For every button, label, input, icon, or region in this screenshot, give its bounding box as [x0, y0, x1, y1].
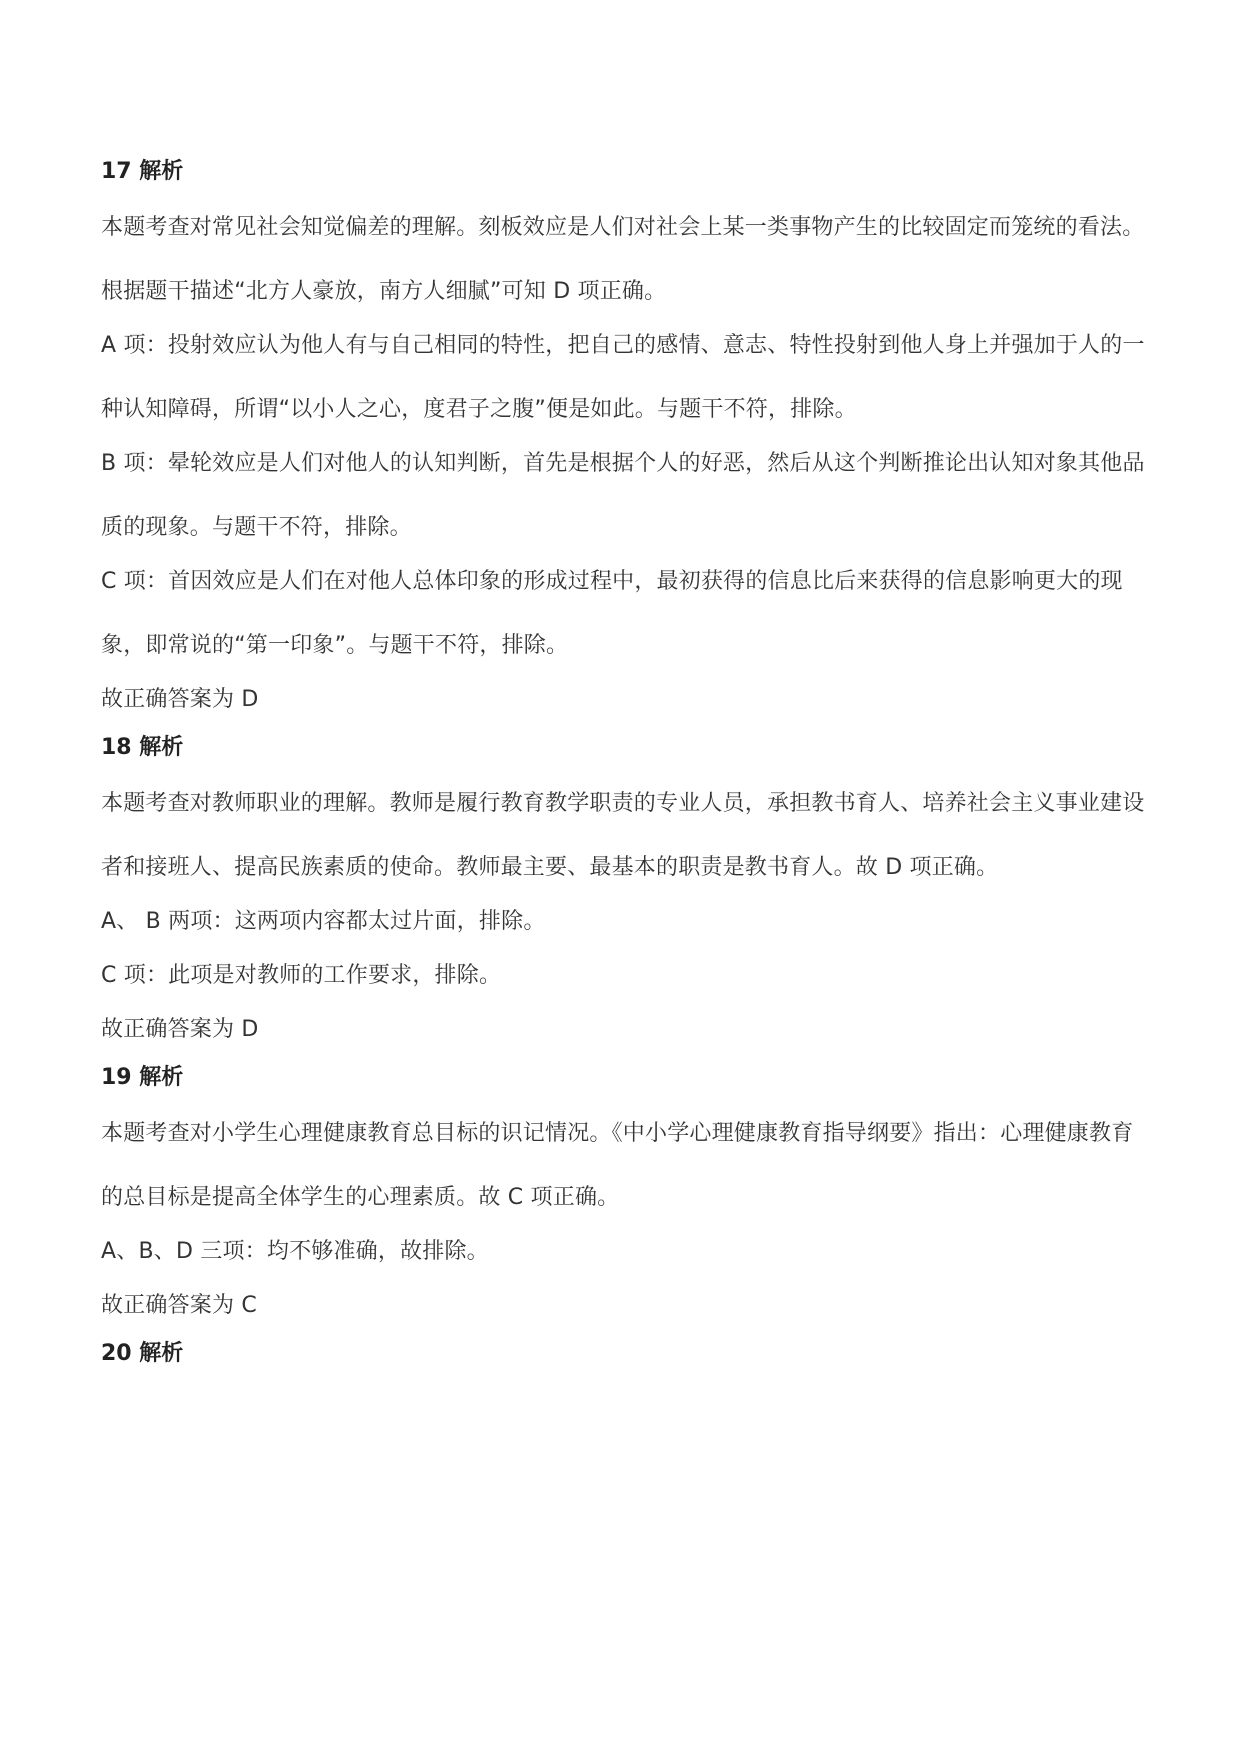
answer-line: 故正确答案为 C	[101, 1293, 257, 1318]
paragraph: B 项：晕轮效应是人们对他人的认知判断，首先是根据个人的好恶，然后从这个判断推论出认知对象其他品质的现象。与题干不符，排除。	[101, 451, 1145, 540]
section-heading: 17 解析	[101, 159, 184, 184]
section-18	[101, 732, 1151, 1062]
section-heading: 19 解析	[101, 1065, 184, 1090]
section-heading: 18 解析	[101, 735, 184, 760]
answer-line: 故正确答案为 D	[101, 1017, 259, 1042]
section-heading: 20 解析	[101, 1341, 184, 1366]
section-19	[101, 1062, 1151, 1338]
section-20	[101, 1338, 1151, 1370]
paragraph: 本题考查对小学生心理健康教育总目标的识记情况。《中小学心理健康教育指导纲要》指出：心理健康教育的总目标是提高全体学生的心理素质。故 C 项正确。	[101, 1121, 1134, 1210]
paragraph: 本题考查对教师职业的理解。教师是履行教育教学职责的专业人员，承担教书育人、培养社会主义事业建设者和接班人、提高民族素质的使命。教师最主要、最基本的职责是教书育人。故 D 项正确。	[101, 791, 1145, 880]
paragraph: A、 B 两项：这两项内容都太过片面，排除。	[101, 909, 546, 934]
section-17	[101, 156, 1151, 732]
paragraph: 本题考查对常见社会知觉偏差的理解。刻板效应是人们对社会上某一类事物产生的比较固定而笼统的看法。根据题干描述“北方人豪放，南方人细腻”可知 D 项正确。	[101, 215, 1145, 304]
paragraph: C 项：首因效应是人们在对他人总体印象的形成过程中，最初获得的信息比后来获得的信息影响更大的现象，即常说的“第一印象”。与题干不符，排除。	[101, 569, 1123, 658]
paragraph: C 项：此项是对教师的工作要求，排除。	[101, 963, 502, 988]
answer-line: 故正确答案为 D	[101, 687, 259, 712]
document-page	[101, 156, 1151, 1388]
paragraph: A、B、D 三项：均不够准确，故排除。	[101, 1239, 489, 1264]
paragraph: A 项：投射效应认为他人有与自己相同的特性，把自己的感情、意志、特性投射到他人身上并强加于人的一种认知障碍，所谓“以小人之心，度君子之腹”便是如此。与题干不符，排除。	[101, 333, 1145, 422]
